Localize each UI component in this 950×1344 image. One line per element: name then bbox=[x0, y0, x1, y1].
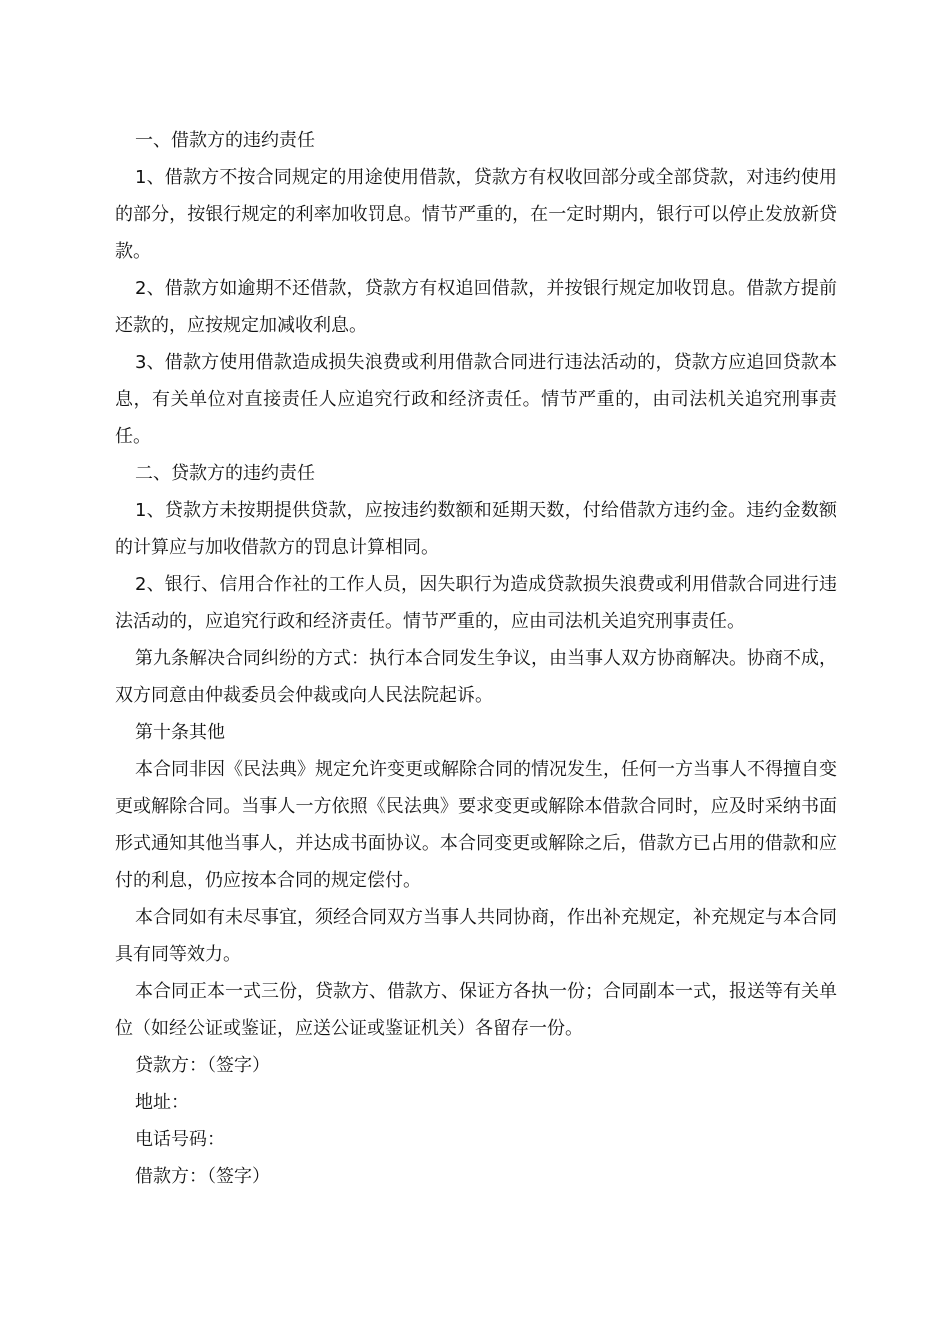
section-heading-borrower-liability: 一、借款方的违约责任 bbox=[135, 130, 315, 151]
address-line: 地址： bbox=[135, 1092, 189, 1113]
clause-paragraph: 2、借款方如逾期不还借款，贷款方有权追回借款，并按银行规定加收罚息。借款方提前还款的，应按规定加减收利息。 bbox=[115, 278, 837, 336]
clause-paragraph: 本合同非因《民法典》规定允许变更或解除合同的情况发生，任何一方当事人不得擅自变更或解除合同。当事人一方依照《民法典》要求变更或解除本借款合同时，应及时采纳书面形式通知其他当事人，并达成书面协议。本合同变更或解除之后，借款方已占用的借款和应付的利息，仍应按本合同的规定偿付。 bbox=[115, 759, 837, 891]
clause-paragraph: 3、借款方使用借款造成损失浪费或利用借款合同进行违法活动的，贷款方应追回贷款本息，有关单位对直接责任人应追究行政和经济责任。情节严重的，由司法机关追究刑事责任。 bbox=[115, 352, 837, 447]
document-body bbox=[115, 122, 837, 1195]
clause-paragraph: 本合同正本一式三份，贷款方、借款方、保证方各执一份；合同副本一式，报送等有关单位（如经公证或鉴证，应送公证或鉴证机关）各留存一份。 bbox=[115, 981, 837, 1039]
section-heading-lender-liability: 二、贷款方的违约责任 bbox=[135, 463, 315, 484]
lender-signature-line: 贷款方：（签字） bbox=[135, 1055, 270, 1076]
clause-paragraph: 本合同如有未尽事宜，须经合同双方当事人共同协商，作出补充规定，补充规定与本合同具有同等效力。 bbox=[115, 907, 837, 965]
article-ten-heading: 第十条其他 bbox=[135, 722, 225, 743]
clause-paragraph: 2、银行、信用合作社的工作人员，因失职行为造成贷款损失浪费或利用借款合同进行违法活动的，应追究行政和经济责任。情节严重的，应由司法机关追究刑事责任。 bbox=[115, 574, 837, 632]
borrower-signature-line: 借款方：（签字） bbox=[135, 1166, 270, 1187]
article-nine-paragraph: 第九条解决合同纠纷的方式：执行本合同发生争议，由当事人双方协商解决。协商不成，双方同意由仲裁委员会仲裁或向人民法院起诉。 bbox=[115, 648, 837, 706]
clause-paragraph: 1、借款方不按合同规定的用途使用借款，贷款方有权收回部分或全部贷款，对违约使用的部分，按银行规定的利率加收罚息。情节严重的，在一定时期内，银行可以停止发放新贷款。 bbox=[115, 167, 837, 262]
phone-line: 电话号码： bbox=[135, 1129, 225, 1150]
clause-paragraph: 1、贷款方未按期提供贷款，应按违约数额和延期天数，付给借款方违约金。违约金数额的计算应与加收借款方的罚息计算相同。 bbox=[115, 500, 837, 558]
